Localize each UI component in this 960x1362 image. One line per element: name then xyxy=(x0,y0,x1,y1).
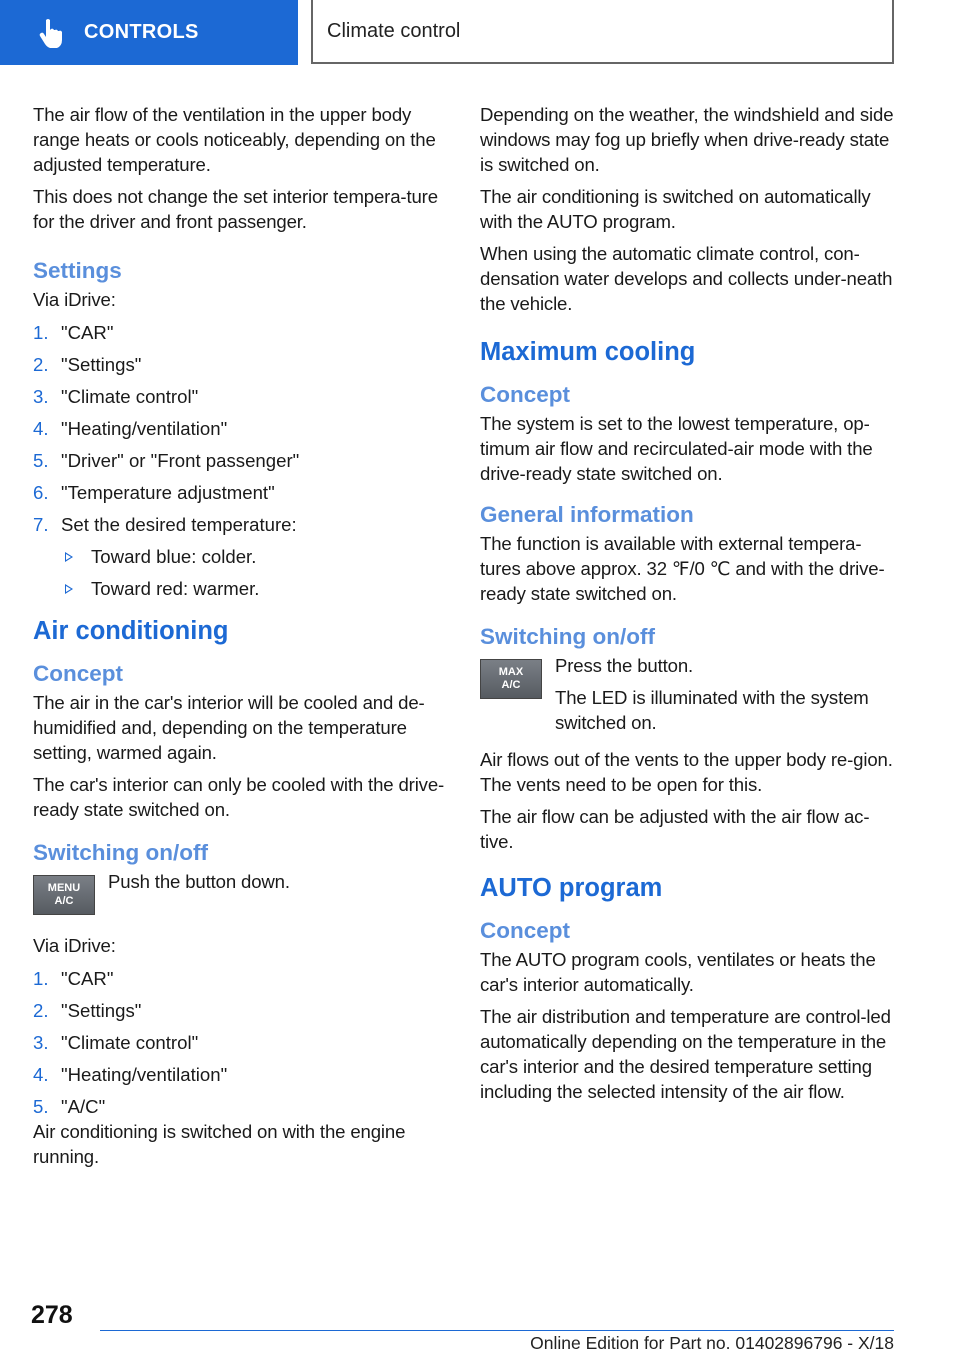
list-item: 6. "Temperature adjustment" xyxy=(33,482,275,503)
list-item: 4. "Heating/ventilation" xyxy=(33,418,228,439)
air-conditioning-heading: Air conditioning xyxy=(33,617,229,645)
maximum-cooling-heading: Maximum cooling xyxy=(480,338,696,366)
paragraph: The system is set to the lowest temperature, op-timum air flow and recirculated-air mode with the drive-ready state switched on. xyxy=(480,413,873,484)
paragraph: The air flow of the ventilation in the upper body range heats or cools noticeably, depending on the adjusted temperature. xyxy=(33,104,436,175)
concept-heading: Concept xyxy=(480,918,570,943)
led-info-text: The LED is illuminated with the system switched on. xyxy=(555,687,869,733)
settings-steps xyxy=(33,320,445,601)
paragraph: Depending on the weather, the windshield and side windows may fog up briefly when drive-ready state is switched on. xyxy=(480,104,894,175)
paragraph: The air flow can be adjusted with the air flow ac-tive. xyxy=(480,806,870,852)
substep-list xyxy=(61,544,445,601)
paragraph: The air distribution and temperature are control-led automatically depending on the temperature in the car's interior and the desired temperature setting including the selected intensity of the air flow. xyxy=(480,1006,891,1102)
list-item: 2. "Settings" xyxy=(33,354,142,375)
paragraph: The air conditioning is switched on automatically with the AUTO program. xyxy=(480,186,871,232)
paragraph: Air flows out of the vents to the upper body re-gion. The vents need to be open for this. xyxy=(480,749,893,795)
paragraph: The air in the car's interior will be cooled and de-humidified and, depending on the temperature setting, warmed again. xyxy=(33,692,425,763)
section-tab xyxy=(0,0,298,65)
triangle-bullet-icon xyxy=(65,584,73,594)
button-instruction xyxy=(480,653,896,735)
via-idrive-label: Via iDrive: xyxy=(33,289,116,310)
switching-heading: Switching on/off xyxy=(33,840,208,865)
auto-program-heading: AUTO program xyxy=(480,874,663,902)
paragraph: Air conditioning is switched on with the engine running. xyxy=(33,1121,406,1167)
menu-ac-button-icon: MENU A/C xyxy=(33,875,95,915)
triangle-bullet-icon xyxy=(65,552,73,562)
via-idrive-label: Via iDrive: xyxy=(33,935,116,956)
left-column xyxy=(33,102,445,1176)
page-header xyxy=(0,0,960,66)
switching-heading: Switching on/off xyxy=(480,624,655,649)
paragraph: When using the automatic climate control, con-densation water develops and collects under-neath the vehicle. xyxy=(480,243,893,314)
concept-heading: Concept xyxy=(33,661,123,686)
list-item: 5. "Driver" or "Front passenger" xyxy=(33,450,300,471)
concept-heading: Concept xyxy=(480,382,570,407)
substep-item: Toward blue: colder. xyxy=(61,544,445,569)
list-item: 1. "CAR" xyxy=(33,322,114,343)
paragraph: The AUTO program cools, ventilates or heats the car's interior automatically. xyxy=(480,949,876,995)
paragraph: The function is available with external tempera-tures above approx. 32 ℉/0 ℃ and with the drive-ready state switched on. xyxy=(480,533,885,604)
footer-divider xyxy=(100,1330,894,1331)
list-item: 7. Set the desired temperature: Toward blue: colder. Toward red: warmer. xyxy=(33,512,445,601)
substep-item: Toward red: warmer. xyxy=(61,576,445,601)
hand-pointer-icon xyxy=(34,16,68,50)
list-item: 5. "A/C" xyxy=(33,1096,106,1117)
button-instruction-text: Push the button down. xyxy=(108,871,290,892)
button-instruction xyxy=(33,869,445,933)
list-item: 3. "Climate control" xyxy=(33,1032,199,1053)
chapter-tab xyxy=(311,0,894,64)
right-column xyxy=(480,102,896,1111)
chapter-title: Climate control xyxy=(327,19,461,42)
list-item: 2. "Settings" xyxy=(33,1000,142,1021)
list-item: 1. "CAR" xyxy=(33,968,114,989)
button-instruction-text: Press the button. xyxy=(555,655,694,676)
settings-heading: Settings xyxy=(33,258,122,283)
general-information-heading: General information xyxy=(480,502,694,527)
paragraph: The car's interior can only be cooled with the drive-ready state switched on. xyxy=(33,774,445,820)
ac-steps xyxy=(33,966,445,1119)
paragraph: This does not change the set interior tempera-ture for the driver and front passenger. xyxy=(33,186,438,232)
list-item: 3. "Climate control" xyxy=(33,386,199,407)
list-item: 4. "Heating/ventilation" xyxy=(33,1064,228,1085)
section-label: CONTROLS xyxy=(84,21,199,43)
page-number: 278 xyxy=(31,1301,73,1329)
footer-edition: Online Edition for Part no. 01402896796 - X/18 xyxy=(530,1333,894,1353)
max-ac-button-icon: MAX A/C xyxy=(480,659,542,699)
